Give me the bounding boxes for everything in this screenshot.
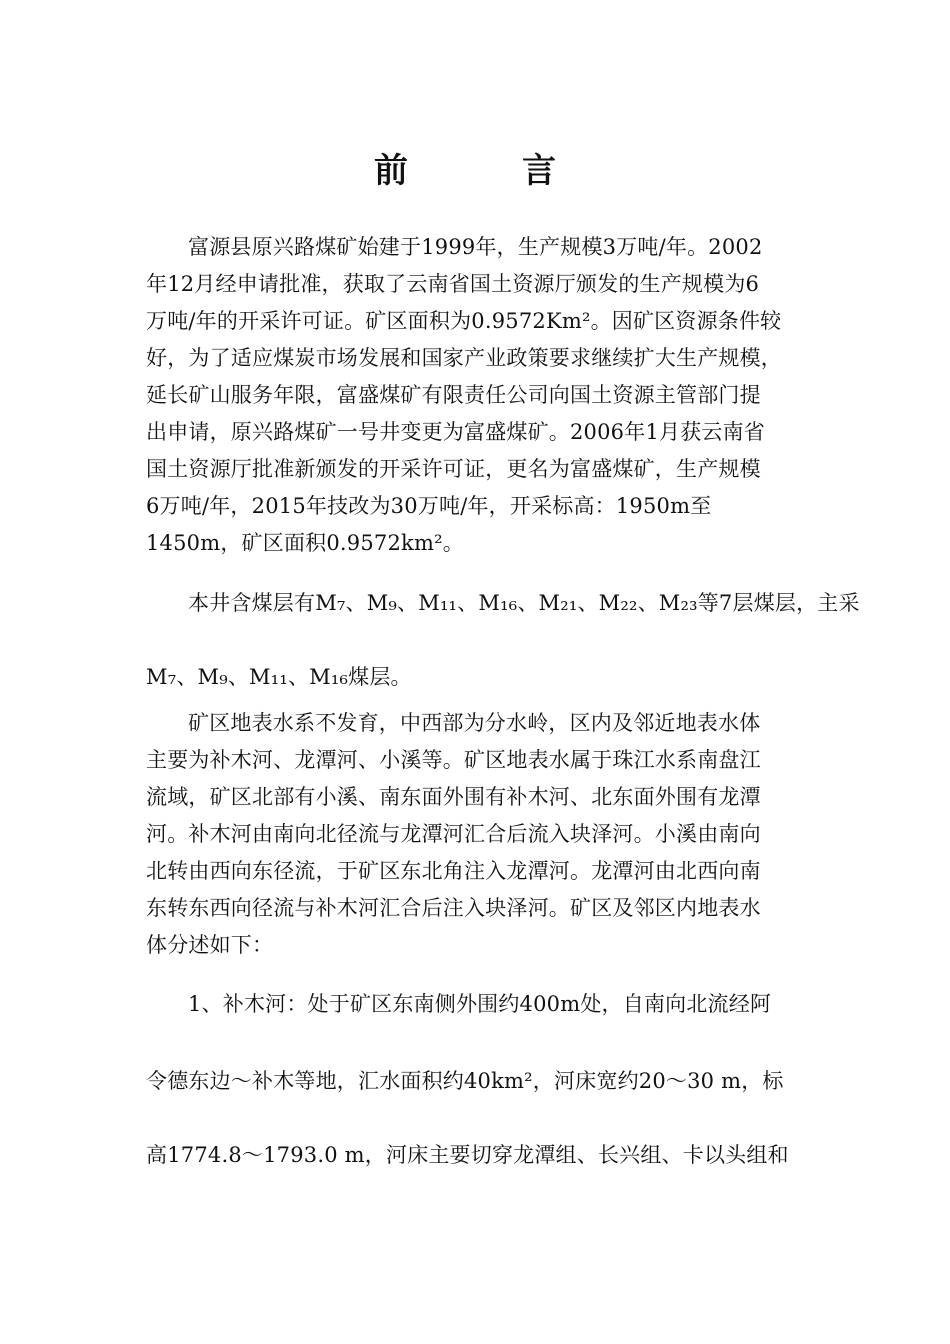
paragraph-line: 1450m，矿区面积0.9572km²。 bbox=[146, 531, 464, 555]
paragraph-line: 高1774.8～1793.0 m，河床主要切穿龙潭组、长兴组、卡以头组和 bbox=[146, 1143, 789, 1167]
paragraph-line: 富源县原兴路煤矿始建于1999年，生产规模3万吨/年。2002 bbox=[188, 235, 763, 259]
paragraph-line: M₇、M₉、M₁₁、M₁₆煤层。 bbox=[146, 665, 412, 689]
paragraph-line: 令德东边～补木等地，汇水面积约40km²，河床宽约20～30 m，标 bbox=[146, 1069, 784, 1093]
paragraph-line: 体分述如下： bbox=[146, 933, 274, 957]
paragraph-line: 东转东西向径流与补木河汇合后注入块泽河。矿区及邻区内地表水 bbox=[146, 896, 761, 920]
paragraph-line: 矿区地表水系不发育，中西部为分水岭，区内及邻近地表水体 bbox=[188, 711, 761, 735]
paragraph-line: 出申请，原兴路煤矿一号井变更为富盛煤矿。2006年1月获云南省 bbox=[146, 420, 766, 444]
paragraph-line: 年12月经申请批准，获取了云南省国土资源厅颁发的生产规模为6 bbox=[146, 272, 760, 296]
paragraph-line: 延长矿山服务年限，富盛煤矿有限责任公司向国土资源主管部门提 bbox=[146, 383, 761, 407]
page-title: 前 言 bbox=[374, 151, 596, 191]
paragraph-line: 河。补木河由南向北径流与龙潭河汇合后流入块泽河。小溪由南向 bbox=[146, 822, 761, 846]
paragraph-line: 流域，矿区北部有小溪、南东面外围有补木河、北东面外围有龙潭 bbox=[146, 785, 761, 809]
paragraph-line: 本井含煤层有M₇、M₉、M₁₁、M₁₆、M₂₁、M₂₂、M₂₃等7层煤层，主采 bbox=[188, 591, 860, 615]
paragraph-line: 1、补木河：处于矿区东南侧外围约400m处，自南向北流经阿 bbox=[188, 992, 772, 1016]
paragraph-line: 6万吨/年，2015年技改为30万吨/年，开采标高：1950m至 bbox=[146, 494, 712, 518]
paragraph-line: 好，为了适应煤炭市场发展和国家产业政策要求继续扩大生产规模， bbox=[146, 346, 782, 370]
paragraph-line: 万吨/年的开采许可证。矿区面积为0.9572Km²。因矿区资源条件较 bbox=[146, 309, 782, 333]
paragraph-line: 国土资源厅批准新颁发的开采许可证，更名为富盛煤矿，生产规模 bbox=[146, 457, 761, 481]
paragraph-line: 主要为补木河、龙潭河、小溪等。矿区地表水属于珠江水系南盘江 bbox=[146, 748, 761, 772]
paragraph-line: 北转由西向东径流，于矿区东北角注入龙潭河。龙潭河由北西向南 bbox=[146, 859, 761, 883]
